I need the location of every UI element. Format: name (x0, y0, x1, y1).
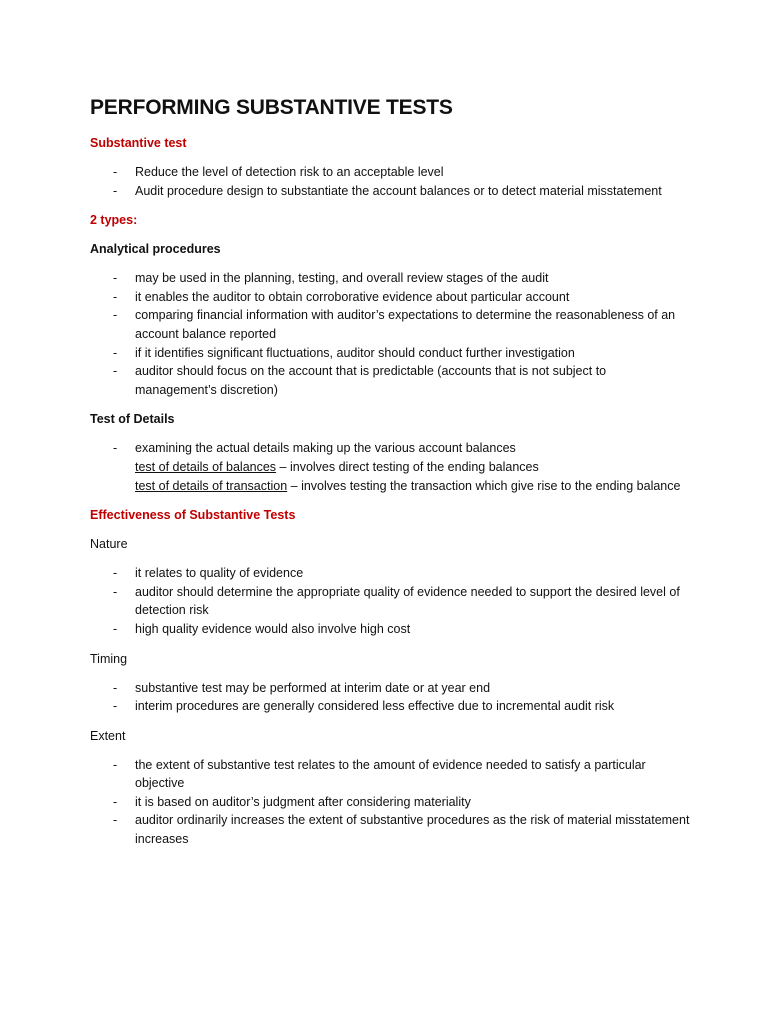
dash-bullet: - (113, 364, 118, 379)
dash-bullet: - (113, 345, 118, 360)
details-balances-line: test of details of balances – involves direct testing of the ending balances (135, 459, 539, 474)
dash-bullet: - (113, 813, 118, 828)
list-nature (90, 564, 690, 638)
list-timing (90, 679, 690, 716)
list-item: - comparing financial information with auditor’s expectations to determine the reasonableness of an account balance reported (113, 308, 676, 341)
heading-analytical-procedures: Analytical procedures (90, 242, 221, 257)
list-analytical-procedures (90, 269, 690, 399)
dash-bullet: - (113, 680, 118, 695)
dash-bullet: - (113, 441, 118, 456)
dash-bullet: - (113, 699, 118, 714)
heading-test-of-details: Test of Details (90, 412, 175, 427)
heading-effectiveness: Effectiveness of Substantive Tests (90, 508, 296, 523)
dash-bullet: - (113, 165, 118, 179)
list-item: - auditor should determine the appropriate quality of evidence needed to support the desired level of detection risk (113, 584, 680, 618)
dash-bullet: - (113, 271, 118, 286)
dash-bullet: - (113, 566, 118, 581)
term-test-of-details-of-balances: test of details of balances (135, 459, 277, 474)
document-page (90, 94, 690, 860)
details-transaction-line: test of details of transaction – involves testing the transaction which give rise to the ending balance (135, 478, 681, 493)
list-extent (90, 756, 690, 849)
page-title: PERFORMING SUBSTANTIVE TESTS (90, 96, 453, 119)
list-substantive-test (90, 163, 690, 200)
list-item: - examining the actual details making up the various account balances test of details of balances – involves direct testing of the ending balances test of details of transaction – involves testing the transaction which give rise to the ending balance (90, 439, 690, 495)
dash-bullet: - (113, 308, 118, 323)
term-test-of-details-of-transaction: test of details of transaction (135, 478, 288, 493)
list-item: - Reduce the level of detection risk to an acceptable level (90, 163, 690, 182)
list-item: - it relates to quality of evidence (90, 564, 690, 583)
list-item: - auditor should focus on the account that is predictable (accounts that is not subject to management’s discretion) (113, 364, 607, 397)
heading-extent: Extent (90, 728, 126, 743)
list-item: - Audit procedure design to substantiate the account balances or to detect material misstatement (90, 182, 690, 201)
list-item: - interim procedures are generally considered less effective due to incremental audit risk (90, 697, 690, 716)
heading-nature: Nature (90, 537, 128, 552)
dash-bullet: - (113, 183, 118, 198)
list-item: - if it identifies significant fluctuations, auditor should conduct further investigation (90, 344, 690, 363)
list-item: - the extent of substantive test relates to the amount of evidence needed to satisfy a particular objective (113, 757, 646, 791)
heading-substantive-test: Substantive test (90, 136, 187, 150)
dash-bullet: - (113, 584, 118, 599)
list-test-of-details (90, 439, 690, 495)
dash-bullet: - (113, 794, 118, 809)
list-item: - auditor ordinarily increases the extent of substantive procedures as the risk of material misstatement increases (113, 813, 690, 847)
heading-timing: Timing (90, 651, 128, 666)
dash-bullet: - (113, 757, 118, 772)
heading-two-types: 2 types: (90, 213, 138, 228)
list-item: - may be used in the planning, testing, and overall review stages of the audit (90, 269, 690, 288)
list-item: - it enables the auditor to obtain corroborative evidence about particular account (90, 288, 690, 307)
list-item: - high quality evidence would also involve high cost (90, 620, 690, 639)
dash-bullet: - (113, 621, 118, 636)
dash-bullet: - (113, 289, 118, 304)
list-item: - substantive test may be performed at interim date or at year end (90, 679, 690, 698)
list-item: - it is based on auditor’s judgment after considering materiality (90, 793, 690, 812)
